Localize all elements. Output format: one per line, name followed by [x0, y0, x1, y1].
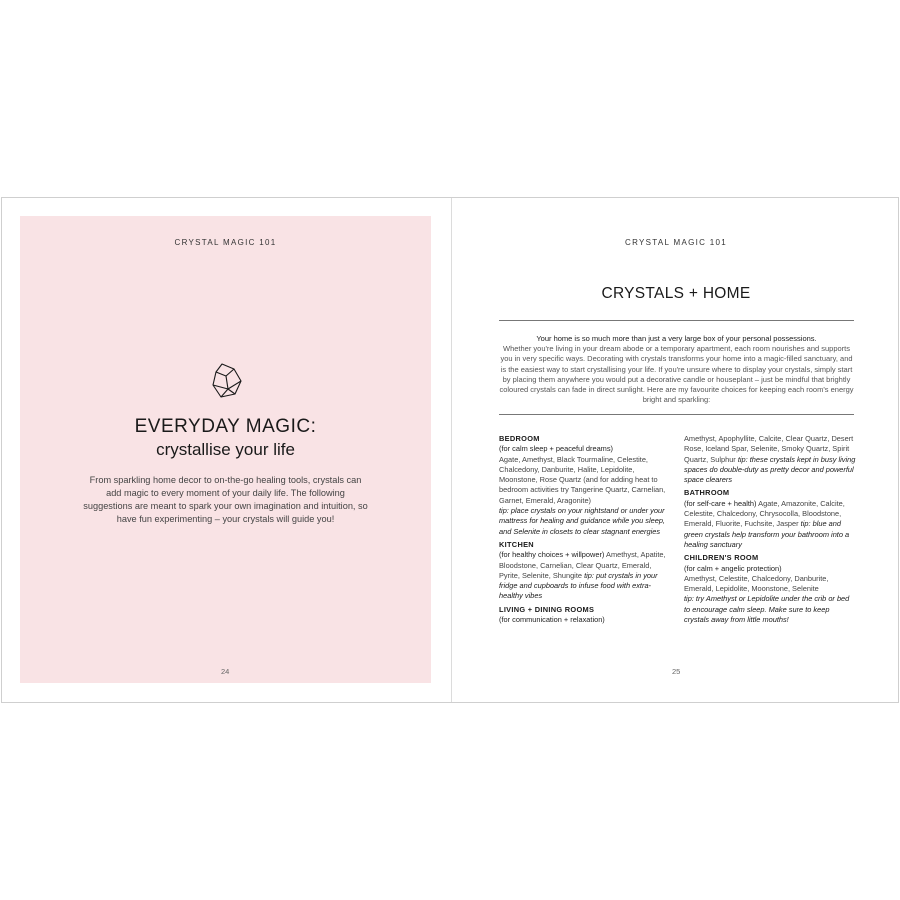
room-details — [684, 499, 856, 550]
room-subheading: (for self-care + health) — [684, 498, 757, 508]
room-section-bathroom — [684, 488, 856, 550]
room-section-living-dining-continued — [684, 434, 856, 485]
room-tip: tip: blue and green crystals help transform your bathroom into a healing sanctuary — [684, 519, 850, 549]
top-divider — [499, 320, 854, 321]
room-tip: tip: place crystals on your nightstand or under your mattress for healing and guidance while you sleep, and Selenite in closets to clear stagnant energies — [499, 506, 665, 536]
room-list-right-column — [684, 434, 856, 628]
room-heading: KITCHEN — [499, 539, 534, 549]
bottom-divider — [499, 414, 854, 415]
room-section-bedroom — [499, 434, 669, 537]
book-spread — [1, 197, 899, 703]
room-heading: CHILDREN'S ROOM — [684, 553, 759, 563]
room-subheading: (for calm sleep + peaceful dreams) — [499, 444, 613, 454]
crystal-outline-icon — [208, 361, 248, 401]
right-page-number: 25 — [672, 667, 681, 676]
room-crystals: Amethyst, Apatite, Bloodstone, Carnelian, Clear Quartz, Emerald, Pyrite, Selenite, Shungite — [499, 550, 666, 580]
right-page — [452, 198, 900, 702]
left-intro-paragraph: From sparkling home decor to on-the-go healing tools, crystals can add magic to every moment of your daily life. The following suggestions are meant to spark your own imagination and intuition, so have fun experimenting – your crystals will guide you! — [83, 475, 368, 525]
room-crystals: Agate, Amethyst, Black Tourmaline, Celestite, Chalcedony, Danburite, Halite, Lepidolite, Moonstone, Rose Quartz (and for adding heat to bedroom activities try Tangerine Quartz, Carnelian, Garnet, Emerald, Aragonite) — [499, 454, 666, 505]
room-heading: LIVING + DINING ROOMS — [499, 604, 595, 614]
left-running-head: CRYSTAL MAGIC 101 — [174, 238, 277, 247]
room-tip: tip: these crystals kept in busy living spaces do double-duty as pretty decor and powerful space clearers — [684, 454, 856, 485]
room-subheading: (for calm + angelic protection) — [684, 563, 782, 573]
room-tip: tip: put crystals in your fridge and cupboards to infuse food with extra-healthy vibes — [499, 570, 658, 601]
room-heading: BEDROOM — [499, 434, 540, 443]
room-section-living-dining — [499, 605, 669, 626]
room-list-left-column — [499, 434, 669, 628]
right-intro — [499, 334, 854, 405]
room-section-childrens-room — [684, 553, 856, 625]
left-subtitle: crystallise your life — [156, 440, 295, 459]
room-crystals: Agate, Amazonite, Calcite, Celestite, Chalcedony, Chrysocolla, Bloodstone, Emerald, Fluorite, Fuchsite, Jasper — [684, 498, 845, 529]
room-details — [499, 550, 669, 601]
room-subheading: (for healthy choices + willpower) — [499, 550, 605, 560]
room-section-kitchen — [499, 540, 669, 602]
left-page-number: 24 — [221, 667, 230, 676]
room-subheading: (for communication + relaxation) — [499, 615, 605, 625]
intro-lead: Your home is so much more than just a very large box of your personal possessions. — [536, 334, 817, 343]
left-page — [20, 216, 431, 683]
right-running-head: CRYSTAL MAGIC 101 — [625, 238, 727, 247]
intro-body: Whether you're living in your dream abode or a temporary apartment, each room nourishes and supports you in very specific ways. Decorating with crystals transforms your home into a magic-filled sanctuary, and is the easiest way to start crystallising your life. If you're unsure where to display your crystals, simply start by placing them anywhere you would put a decorative candle or houseplant – just be mindful that brightly coloured crystals can fade in direct sunlight. Here are my favourite choices for keeping each room's energy bright and sparkling: — [499, 344, 854, 405]
room-tip: tip: try Amethyst or Lepidolite under the crib or bed to encourage calm sleep. Make sure to keep crystals away from little mouths! — [684, 594, 850, 625]
room-crystals: Amethyst, Celestite, Chalcedony, Danburite, Emerald, Lepidolite, Moonstone, Selenite — [684, 573, 829, 594]
right-title: CRYSTALS + HOME — [601, 285, 751, 302]
room-crystals: Amethyst, Apophyllite, Calcite, Clear Quartz, Desert Rose, Iceland Spar, Selenite, Smoky Quartz, Spirit Quartz, Sulphur — [684, 434, 854, 464]
left-title: EVERYDAY MAGIC: — [134, 416, 317, 437]
room-heading: BATHROOM — [684, 488, 730, 498]
